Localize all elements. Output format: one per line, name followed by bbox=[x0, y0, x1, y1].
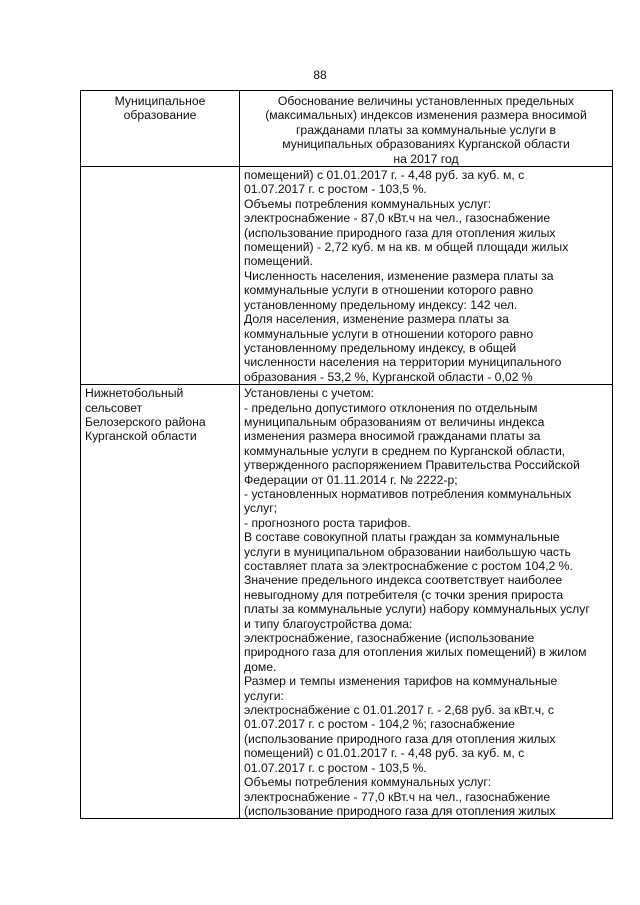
text-line: помещений) с 01.01.2017 г. - 4,48 руб. за куб. м, с bbox=[244, 168, 525, 183]
text-line: образование bbox=[123, 108, 197, 123]
text-line: платы за коммунальные услуги) набору коммунальных услуг bbox=[244, 602, 590, 617]
text-line: Установлены с учетом: bbox=[244, 386, 374, 401]
header-justification bbox=[240, 91, 613, 167]
text-line: услуги в муниципальном образовании наибольшую часть bbox=[244, 544, 571, 559]
header-municipality bbox=[81, 91, 240, 167]
row1-justification-cell bbox=[240, 167, 613, 385]
text-line: Объемы потребления коммунальных услуг: bbox=[244, 196, 492, 211]
text-line: 01.07.2017 г. с ростом - 103,5 %. bbox=[244, 182, 427, 197]
text-line: Доля населения, изменение размера платы за bbox=[244, 312, 509, 327]
text-line: коммунальные услуги в отношении которого равно bbox=[244, 283, 534, 298]
text-line: Курганской области bbox=[85, 429, 197, 444]
text-line: численности населения на территории муниципального bbox=[244, 355, 562, 370]
row2-municipality-cell bbox=[81, 385, 240, 819]
row2-justification-cell bbox=[240, 385, 613, 819]
text-line: Обоснование величины установленных предельных bbox=[277, 94, 575, 108]
text-line: (использование природного газа для отопления жилых bbox=[244, 803, 556, 818]
table-row bbox=[81, 167, 613, 385]
text-line: Белозерского района bbox=[85, 414, 206, 429]
text-line: Размер и темпы изменения тарифов на коммунальные bbox=[244, 674, 558, 689]
text-line: помещений) с 01.01.2017 г. - 4,48 руб. за куб. м, с bbox=[244, 746, 525, 761]
text-line: коммунальные услуги в отношении которого равно bbox=[244, 326, 534, 341]
text-line: установленному предельному индексу, в общей bbox=[244, 340, 517, 355]
table-row bbox=[81, 385, 613, 819]
text-line: Нижнетобольный bbox=[85, 386, 184, 401]
text-line: и типу благоустройства дома: bbox=[244, 616, 413, 631]
text-line: невыгодному для потребителя (с точки зрения прироста bbox=[244, 587, 564, 602]
text-line: сельсовет bbox=[85, 400, 143, 415]
text-line: Численность населения, изменение размера платы за bbox=[244, 268, 554, 283]
text-line: коммунальные услуги в среднем по Курганской области, bbox=[244, 443, 566, 458]
text-line: муниципальных образованиях Курганской области bbox=[282, 137, 570, 152]
text-line: - установленных нормативов потребления коммунальных bbox=[244, 486, 572, 501]
text-line: установленному предельному индексу: 142 чел. bbox=[244, 297, 518, 312]
text-line: изменения размера вносимой гражданами платы за bbox=[244, 429, 541, 444]
text-line: Значение предельного индекса соответствует наиболее bbox=[244, 573, 563, 588]
row1-municipality-cell bbox=[81, 167, 240, 385]
text-line: электроснабжение с 01.01.2017 г. - 2,68 руб. за кВт.ч, с bbox=[244, 703, 554, 718]
text-line: (максимальных) индексов изменения размера вносимой bbox=[265, 108, 587, 123]
text-line: гражданами платы за коммунальные услуги в bbox=[295, 122, 557, 137]
text-line: на 2017 год bbox=[393, 151, 459, 166]
text-line: Объемы потребления коммунальных услуг: bbox=[244, 775, 492, 790]
text-line: электроснабжение, газоснабжение (использование bbox=[244, 631, 535, 646]
text-line: электроснабжение - 87,0 кВт.ч на чел., газоснабжение bbox=[244, 211, 551, 226]
text-line: услуг; bbox=[244, 501, 278, 516]
text-line: утвержденного распоряжением Правительства Российской bbox=[244, 458, 580, 473]
text-line: помещений) - 2,72 куб. м на кв. м общей площади жилых bbox=[244, 240, 569, 255]
text-line: 01.07.2017 г. с ростом - 104,2 %; газоснабжение bbox=[244, 717, 515, 732]
text-line: - прогнозного роста тарифов. bbox=[244, 515, 411, 530]
text-line: муниципальным образованиям от величины индекса bbox=[244, 414, 545, 429]
text-line: услуги: bbox=[244, 688, 284, 703]
text-line: В составе совокупной платы граждан за коммунальные bbox=[244, 530, 560, 545]
text-line: образования - 53,2 %, Курганской области - 0,02 % bbox=[244, 369, 533, 384]
text-line: 01.07.2017 г. с ростом - 103,5 %. bbox=[244, 760, 427, 775]
text-line: электроснабжение - 77,0 кВт.ч на чел., газоснабжение bbox=[244, 789, 551, 804]
justification-table bbox=[80, 90, 613, 819]
text-line: природного газа для отопления жилых помещений) в жилом bbox=[244, 645, 587, 660]
text-line: составляет плата за электроснабжение с ростом 104,2 %. bbox=[244, 559, 573, 573]
page-number: 88 bbox=[313, 68, 327, 82]
table-header-row bbox=[81, 91, 613, 167]
text-line: - предельно допустимого отклонения по отдельным bbox=[244, 400, 538, 415]
text-line: Федерации от 01.11.2014 г. № 2222-р; bbox=[244, 472, 458, 487]
text-line: помещений. bbox=[244, 254, 313, 269]
text-line: Муниципальное bbox=[114, 94, 206, 108]
text-line: доме. bbox=[244, 659, 277, 674]
text-line: (использование природного газа для отопления жилых bbox=[244, 225, 556, 240]
text-line: (использование природного газа для отопления жилых bbox=[244, 731, 556, 746]
